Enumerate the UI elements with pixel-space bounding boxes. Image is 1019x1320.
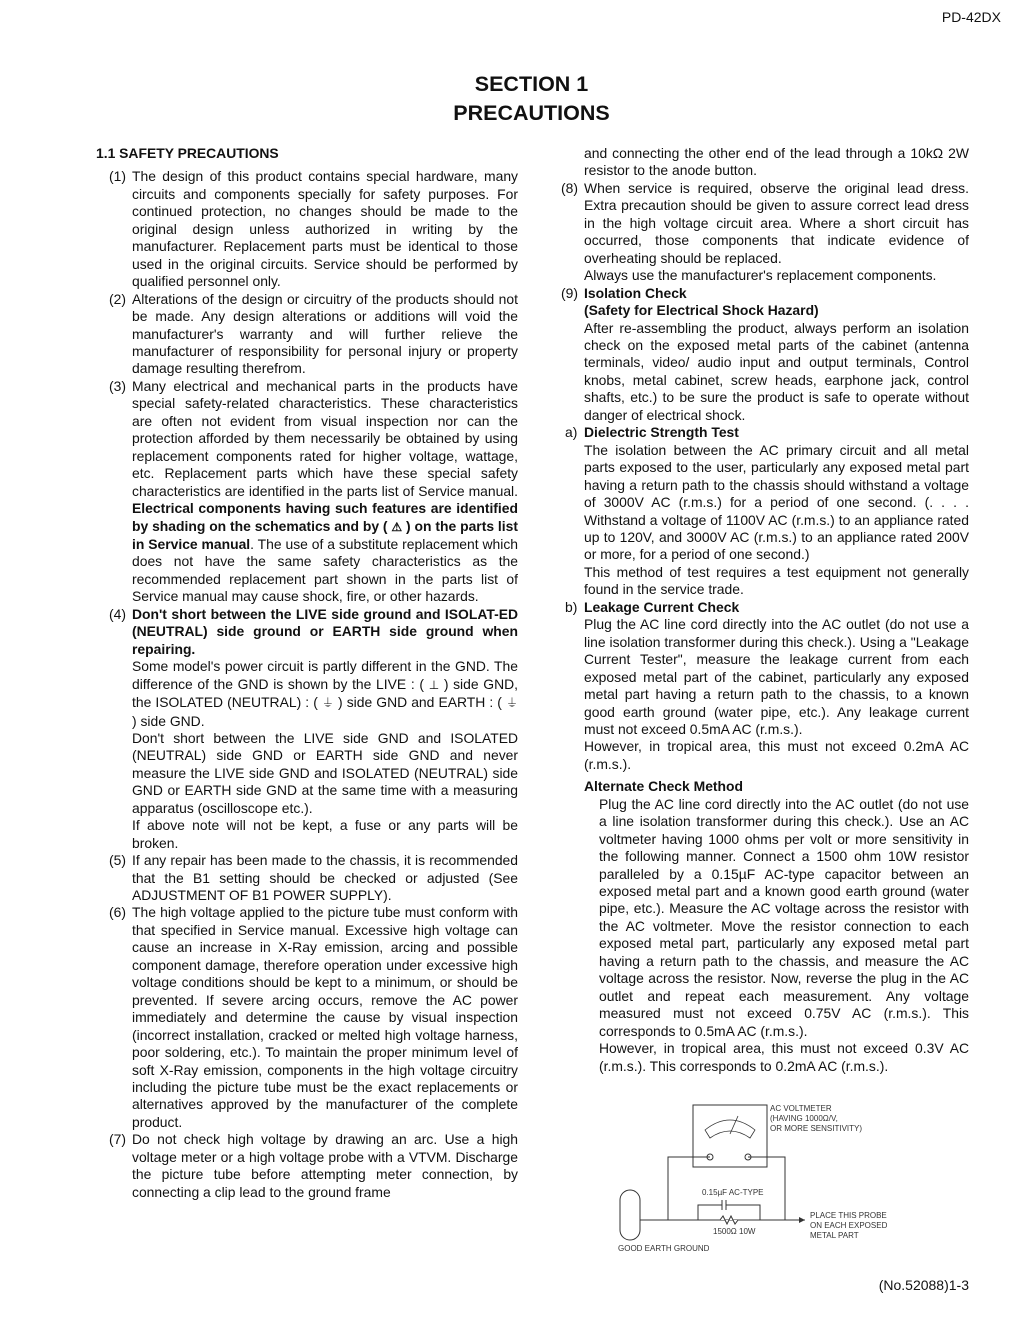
list-item xyxy=(561,778,969,1075)
item-text: The isolation between the AC primary circuit and all metal parts exposed to the user, particularly any exposed metal part having a return path to the chassis should withstand a voltage of 3000V AC (r.m.s.) for a period of one second. (. . . . Withstand a voltage of 1100V AC (r.m.s.) to an appliance rated up to 120V, and 3000V AC (r.m.s.) to an appliance rated 200V or more, for a period of one second.) xyxy=(584,441,969,563)
item-text: This method of test requires a test equipment not generally found in the service trade. xyxy=(584,563,969,598)
list-item xyxy=(96,606,518,852)
ground-label: GOOD EARTH GROUND xyxy=(618,1244,710,1253)
item-text: Don't short between the LIVE side GND and ISOLATED (NEUTRAL) side GND or EARTH side GND and never measure the LIVE side GND and ISOLATED (NEUTRAL) side GND or EARTH side GND at the same time with a measuring apparatus (oscilloscope etc.). xyxy=(132,729,518,816)
item-number: (1) xyxy=(109,168,126,185)
item-number: (5) xyxy=(109,852,126,869)
item-text: However, in tropical area, this must not exceed 0.3V AC (r.m.s.). This corresponds to 0.2mA AC (r.m.s.). xyxy=(599,1040,969,1074)
list-item xyxy=(561,285,969,425)
capacitor-wire xyxy=(698,1205,722,1220)
text-run: ) side GND and EARTH : ( xyxy=(333,694,506,711)
item-number: (7) xyxy=(109,1131,126,1148)
page-model-id: PD-42DX xyxy=(941,9,1001,25)
section-number: SECTION 1 xyxy=(474,72,589,96)
probe-label: PLACE THIS PROBE xyxy=(810,1211,887,1220)
probe-label: METAL PART xyxy=(810,1231,859,1240)
item-text: Plug the AC line cord directly into the AC outlet (do not use a line isolation transformer during this check.). Use an AC voltmeter having 1000 ohms per volt or more sensitivity in the following manner. Connect a 1500 ohm 10W resistor paralleled by a 0.15µF AC-type capacitor between an exposed metal part and a known good earth ground (water pipe, etc.). Measure the AC voltage across the resistor with the AC voltmeter. Move the resistor connection to each exposed metal part, particularly any exposed metal part having a return path to the chassis, and measure the AC voltage across the resistor. Now, reverse the plug in the AC outlet and repeat each measurement. Any voltage measured must not exceed 0.75V AC (r.m.s.). This corresponds to 0.5mA AC (r.m.s.). xyxy=(599,795,969,1039)
voltmeter-label: OR MORE SENSITIVITY) xyxy=(770,1124,863,1133)
item-heading: Leakage Current Check xyxy=(584,598,740,615)
list-item-continued xyxy=(561,145,969,180)
item-heading: Isolation Check xyxy=(584,284,687,301)
item-text: and connecting the other end of the lead through a 10kΩ 2W resistor to the anode button. xyxy=(584,145,969,179)
text-run: Some model's power circuit is partly different in the GND. The difference of the GND is shown by the LIVE : ( xyxy=(132,658,518,692)
resistor-label: 1500Ω 10W xyxy=(713,1227,756,1236)
item-text: Always use the manufacturer's replacement components. xyxy=(584,267,937,284)
item-text: After re-assembling the product, always perform an isolation check on the exposed metal parts of the cabinet (antenna terminals, video/ audio input and output terminals, Control knobs, metal cabinet, screw heads, earphone jack, control shafts, etc.) to be sure the product is safe to operate without danger of electrical shock. xyxy=(584,319,969,423)
item-text: Do not check high voltage by drawing an arc. Use a high voltage meter or a high voltage probe with a VTVM. Discharge the picture tube before attempting meter connection, by connecting a clip lead to the ground frame xyxy=(132,1131,518,1200)
item-number: (3) xyxy=(109,377,126,394)
item-text: When service is required, observe the original lead dress. Extra precaution should be given to assure correct lead dress in the high voltage circuit area. Where a short circuit has occurred, those components that indicate evidence of overheating should be replaced. xyxy=(584,179,969,266)
warning-icon: ⚠ xyxy=(391,519,403,534)
leakage-test-diagram xyxy=(610,1100,910,1260)
voltmeter-box xyxy=(693,1105,767,1167)
probe-arrow-icon xyxy=(799,1217,805,1223)
item-heading: Dielectric Strength Test xyxy=(584,424,739,441)
voltmeter-label: AC VOLTMETER xyxy=(770,1104,832,1113)
text-run: ) side GND. xyxy=(132,712,205,729)
item-text: If above note will not be kept, a fuse or any parts will be broken. xyxy=(132,817,518,851)
page-title xyxy=(0,70,1019,128)
list-item xyxy=(96,852,518,904)
earth-ground-icon: ⏚ xyxy=(505,696,518,711)
item-number: (9) xyxy=(561,284,578,301)
item-number: (2) xyxy=(109,290,126,307)
list-item xyxy=(561,180,969,285)
left-column xyxy=(96,145,518,1201)
water-pipe-icon xyxy=(620,1190,640,1240)
list-item xyxy=(561,599,969,774)
item-text xyxy=(132,658,518,730)
item-text: Plug the AC line cord directly into the AC outlet (do not use a line isolation transformer during this check.). Using a "Leakage Current Tester", measure the leakage current from each exposed metal part of the cabinet, particularly any exposed metal part having a return path to the chassis, to a known good earth ground (water pipe, etc.). Any leakage current must not exceed 0.5mA AC (r.m.s.). xyxy=(584,616,969,737)
text-run: ) side GND, the ISOLATED (NEUTRAL) : ( xyxy=(132,675,518,711)
item-text: . The use of a substitute replacement which does not have the same safety characteristics as the recommended replacement part shown in the parts list of Service manual may cause shock, fire, or other hazards. xyxy=(132,535,518,605)
meter-dial-icon xyxy=(705,1120,755,1138)
item-number: (8) xyxy=(561,179,578,196)
item-text: The high voltage applied to the picture tube must conform with that specified in Service manual. Excessive high voltage can cause an increase in X-Ray emission, arcing and possible component damage, therefore operation under excessive high voltage conditions should be kept to a minimum, or should be prevented. If severe arcing occurs, remove the AC power immediately and determine the cause by visual inspection (incorrect installation, cracked or melted high voltage harness, poor soldering, etc.). To maintain the proper minimum level of soft X-Ray emission, components in the high voltage circuitry including the picture tube must be the exact replacements or alternatives approved by the manufacturer of the complete product. xyxy=(132,904,518,1130)
item-number: (4) xyxy=(109,605,126,622)
item-bold-text: Don't short between the LIVE side ground and ISOLAT-ED (NEUTRAL) side ground or EARTH side ground when repairing. xyxy=(132,605,518,657)
resistor-icon xyxy=(720,1216,738,1224)
list-item xyxy=(96,378,518,606)
live-ground-icon: ⊥ xyxy=(428,677,440,692)
capacitor-label: 0.15µF AC-TYPE xyxy=(702,1188,764,1197)
list-item xyxy=(96,291,518,378)
item-heading: Alternate Check Method xyxy=(584,778,743,795)
section-heading: 1.1 SAFETY PRECAUTIONS xyxy=(96,145,279,161)
probe-label: ON EACH EXPOSED xyxy=(810,1221,888,1230)
list-item xyxy=(96,904,518,1131)
section-title: PRECAUTIONS xyxy=(453,101,610,125)
item-text: However, in tropical area, this must not exceed 0.2mA AC (r.m.s.). xyxy=(584,738,969,772)
list-item xyxy=(561,424,969,599)
item-subheading: (Safety for Electrical Shock Hazard) xyxy=(584,302,819,319)
list-item xyxy=(96,168,518,290)
isolated-ground-icon: ⏚ xyxy=(321,696,334,711)
item-number: a) xyxy=(565,424,578,441)
item-text: The design of this product contains special hardware, many circuits and components specially for safety purposes. For continued protection, no changes should be made to the original design unless authorized in writing by the manufacturer. Replacement parts must be identical to those used in the original circuits. Service should be performed by qualified personnel only. xyxy=(132,168,518,290)
item-text: Alterations of the design or circuitry of the products should not be made. Any design alterations or additions will void the manufacturer's warranty and will further relieve the manufacturer of responsibility for personal injury or property damage resulting therefrom. xyxy=(132,290,518,377)
item-bold-text: ) on the parts list in Service manual xyxy=(132,517,518,552)
item-text: If any repair has been made to the chassis, it is recommended that the B1 setting should be checked or adjusted (See ADJUSTMENT OF B1 POWER SUPPLY). xyxy=(132,852,518,904)
item-bold-text: Electrical components having such features are identified by shading on the schematics and by ( xyxy=(132,500,518,534)
voltmeter-label: (HAVING 1000Ω/V, xyxy=(770,1114,838,1123)
page-reference: (No.52088)1-3 xyxy=(878,1277,969,1293)
right-column xyxy=(561,145,969,1075)
item-number: (6) xyxy=(109,904,126,921)
list-item xyxy=(96,1131,518,1201)
item-number: b) xyxy=(565,598,578,615)
item-text: Many electrical and mechanical parts in the products have special safety-related characteristics. These characteristics are often not evident from visual inspection nor can the protection afforded by them necessarily be obtained by using replacement components rated for higher voltage, wattage, etc. Replacement parts which have these special safety characteristics are identified in the parts list of Service manual. xyxy=(132,377,518,499)
